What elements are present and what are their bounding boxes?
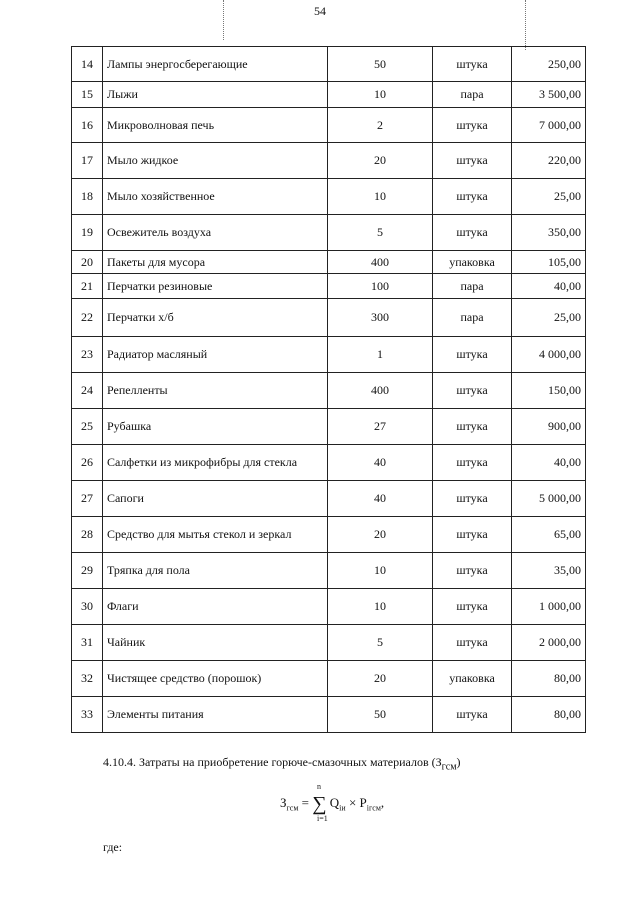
item-name-cell: Пакеты для мусора — [103, 251, 328, 274]
quantity-cell: 400 — [328, 373, 433, 409]
table-row — [72, 445, 586, 481]
item-name-cell: Рубашка — [103, 409, 328, 445]
price-cell: 80,00 — [512, 661, 586, 697]
item-name-cell: Чайник — [103, 625, 328, 661]
price-cell: 250,00 — [512, 47, 586, 82]
quantity-cell: 10 — [328, 589, 433, 625]
price-cell: 4 000,00 — [512, 337, 586, 373]
unit-cell: пара — [433, 274, 512, 299]
table-row — [72, 108, 586, 143]
table-row — [72, 661, 586, 697]
quantity-cell: 5 — [328, 625, 433, 661]
table-row — [72, 274, 586, 299]
item-name-cell: Мыло жидкое — [103, 143, 328, 179]
quantity-cell: 300 — [328, 299, 433, 337]
quantity-cell: 10 — [328, 179, 433, 215]
table-row — [72, 179, 586, 215]
formula-times: × — [348, 795, 357, 810]
table-row — [72, 215, 586, 251]
table-row — [72, 47, 586, 82]
row-number-cell: 29 — [72, 553, 103, 589]
row-number-cell: 30 — [72, 589, 103, 625]
formula-equals: = — [301, 795, 310, 810]
sum-upper-limit: n — [317, 782, 321, 791]
table-row — [72, 299, 586, 337]
table-row — [72, 517, 586, 553]
table-row — [72, 481, 586, 517]
price-cell: 2 000,00 — [512, 625, 586, 661]
section-heading-subscript: гсм — [441, 761, 457, 773]
formula-lhs-subscript: гсм — [286, 803, 299, 813]
unit-cell: штука — [433, 215, 512, 251]
price-cell: 65,00 — [512, 517, 586, 553]
price-cell: 25,00 — [512, 299, 586, 337]
row-number-cell: 14 — [72, 47, 103, 82]
price-cell: 150,00 — [512, 373, 586, 409]
price-cell: 220,00 — [512, 143, 586, 179]
quantity-cell: 20 — [328, 661, 433, 697]
formula-lhs: З — [280, 795, 287, 810]
where-label: где: — [103, 840, 123, 854]
row-number-cell: 20 — [72, 251, 103, 274]
section-heading — [103, 755, 461, 772]
item-name-cell: Флаги — [103, 589, 328, 625]
unit-cell: штука — [433, 47, 512, 82]
quantity-cell: 10 — [328, 82, 433, 108]
table-row — [72, 409, 586, 445]
unit-cell: пара — [433, 82, 512, 108]
quantity-cell: 20 — [328, 517, 433, 553]
unit-cell: упаковка — [433, 661, 512, 697]
page-number: 54 — [314, 4, 326, 18]
unit-cell: штука — [433, 481, 512, 517]
row-number-cell: 15 — [72, 82, 103, 108]
quantity-cell: 40 — [328, 445, 433, 481]
item-name-cell: Средство для мытья стекол и зеркал — [103, 517, 328, 553]
price-cell: 350,00 — [512, 215, 586, 251]
item-name-cell: Сапоги — [103, 481, 328, 517]
row-number-cell: 27 — [72, 481, 103, 517]
quantity-cell: 100 — [328, 274, 433, 299]
section-heading-close: ) — [456, 755, 461, 769]
table-row — [72, 373, 586, 409]
price-cell: 3 500,00 — [512, 82, 586, 108]
items-table — [71, 46, 586, 733]
item-name-cell: Микроволновая печь — [103, 108, 328, 143]
scan-artifact-line — [223, 0, 224, 40]
price-cell: 40,00 — [512, 274, 586, 299]
quantity-cell: 50 — [328, 47, 433, 82]
formula-quantity-subscript: iи — [339, 803, 346, 813]
item-name-cell: Перчатки х/б — [103, 299, 328, 337]
item-name-cell: Освежитель воздуха — [103, 215, 328, 251]
table-row — [72, 251, 586, 274]
unit-cell: упаковка — [433, 251, 512, 274]
price-cell: 5 000,00 — [512, 481, 586, 517]
quantity-cell: 10 — [328, 553, 433, 589]
sum-lower-limit: i=1 — [317, 814, 328, 823]
unit-cell: штука — [433, 409, 512, 445]
unit-cell: штука — [433, 517, 512, 553]
table-row — [72, 82, 586, 108]
row-number-cell: 22 — [72, 299, 103, 337]
price-cell: 80,00 — [512, 697, 586, 733]
price-cell: 900,00 — [512, 409, 586, 445]
unit-cell: штука — [433, 108, 512, 143]
table-row — [72, 337, 586, 373]
unit-cell: штука — [433, 445, 512, 481]
row-number-cell: 28 — [72, 517, 103, 553]
unit-cell: штука — [433, 373, 512, 409]
quantity-cell: 400 — [328, 251, 433, 274]
formula-quantity: Q — [329, 795, 340, 810]
item-name-cell: Тряпка для пола — [103, 553, 328, 589]
row-number-cell: 18 — [72, 179, 103, 215]
quantity-cell: 50 — [328, 697, 433, 733]
sum-symbol: ∑ — [312, 793, 327, 815]
unit-cell: пара — [433, 299, 512, 337]
row-number-cell: 33 — [72, 697, 103, 733]
price-cell: 35,00 — [512, 553, 586, 589]
scan-artifact-line — [525, 0, 526, 50]
item-name-cell: Мыло хозяйственное — [103, 179, 328, 215]
row-number-cell: 16 — [72, 108, 103, 143]
unit-cell: штука — [433, 337, 512, 373]
row-number-cell: 24 — [72, 373, 103, 409]
price-cell: 7 000,00 — [512, 108, 586, 143]
item-name-cell: Салфетки из микрофибры для стекла — [103, 445, 328, 481]
quantity-cell: 40 — [328, 481, 433, 517]
row-number-cell: 31 — [72, 625, 103, 661]
row-number-cell: 32 — [72, 661, 103, 697]
formula-price: P — [359, 795, 367, 810]
unit-cell: штука — [433, 697, 512, 733]
item-name-cell: Перчатки резиновые — [103, 274, 328, 299]
quantity-cell: 5 — [328, 215, 433, 251]
row-number-cell: 23 — [72, 337, 103, 373]
row-number-cell: 17 — [72, 143, 103, 179]
quantity-cell: 27 — [328, 409, 433, 445]
price-cell: 105,00 — [512, 251, 586, 274]
item-name-cell: Лампы энергосберегающие — [103, 47, 328, 82]
price-cell: 1 000,00 — [512, 589, 586, 625]
table-row — [72, 143, 586, 179]
item-name-cell: Элементы питания — [103, 697, 328, 733]
formula-price-subscript: iгсм — [366, 803, 381, 813]
item-name-cell: Радиатор масляный — [103, 337, 328, 373]
formula-end: , — [380, 795, 385, 810]
table-row — [72, 553, 586, 589]
unit-cell: штука — [433, 179, 512, 215]
quantity-cell: 2 — [328, 108, 433, 143]
item-name-cell: Лыжи — [103, 82, 328, 108]
row-number-cell: 25 — [72, 409, 103, 445]
row-number-cell: 21 — [72, 274, 103, 299]
quantity-cell: 1 — [328, 337, 433, 373]
unit-cell: штука — [433, 589, 512, 625]
item-name-cell: Репелленты — [103, 373, 328, 409]
table-row — [72, 697, 586, 733]
row-number-cell: 26 — [72, 445, 103, 481]
item-name-cell: Чистящее средство (порошок) — [103, 661, 328, 697]
price-cell: 40,00 — [512, 445, 586, 481]
unit-cell: штука — [433, 625, 512, 661]
price-cell: 25,00 — [512, 179, 586, 215]
unit-cell: штука — [433, 143, 512, 179]
table-row — [72, 625, 586, 661]
table-row — [72, 589, 586, 625]
quantity-cell: 20 — [328, 143, 433, 179]
cost-formula — [280, 782, 385, 823]
row-number-cell: 19 — [72, 215, 103, 251]
section-heading-text: 4.10.4. Затраты на приобретение горюче-смазочных материалов (З — [103, 755, 442, 769]
unit-cell: штука — [433, 553, 512, 589]
